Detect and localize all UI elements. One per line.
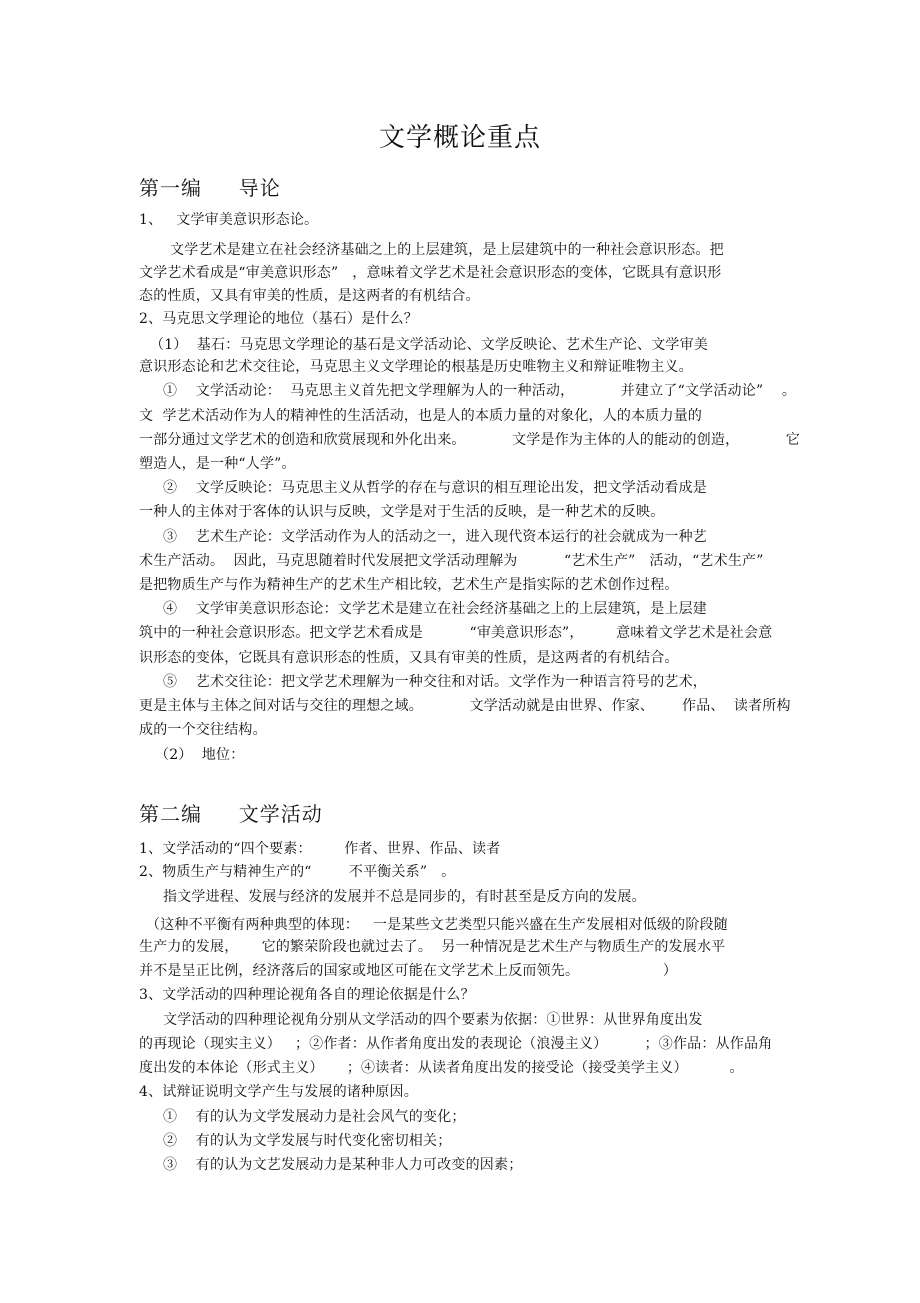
p1-line-13: ③ 艺术生产论：文学活动作为人的活动之一，进入现代资本运行的社会就成为一种艺 <box>163 529 707 545</box>
p1-line-19: ⑤ 艺术交往论：把文学艺术理解为一种交往和对话。文学作为一种语言符号的艺术， <box>163 674 707 690</box>
p2-line-11: ① 有的认为文学发展动力是社会风气的变化； <box>163 1109 466 1125</box>
part1-heading: 第一编 导论 <box>139 176 281 200</box>
p1-line-12: 一种人的主体对于客体的认识与反映，文学是对于生活的反映，是一种艺术的反映。 <box>139 504 665 520</box>
p1-line-4: 2、马克思文学理论的地位（基石）是什么？ <box>139 311 418 327</box>
p1-line-2: 文学艺术看成是“审美意识形态” ，意味着文学艺术是社会意识形态的变体，它既具有意识形 <box>139 265 722 281</box>
p2-line-9: 度出发的本体论（形式主义） ；④读者：从读者角度出发的接受论（接受美学主义） 。 <box>139 1060 744 1076</box>
p1-line-5: （1） 基石：马克思文学理论的基石是文学活动论、文学反映论、艺术生产论、文学审美 <box>150 337 709 353</box>
p1-line-15: 是把物质生产与作为精神生产的艺术生产相比较，艺术生产是指实际的艺术创作过程。 <box>139 577 679 593</box>
p2-line-7: 文学活动的四种理论视角分别从文学活动的四个要素为依据：①世界：从世界角度出发 <box>163 1012 703 1028</box>
p2-line-3: （这种不平衡有两种典型的体现： 一是某些文艺类型只能兴盛在生产发展相对低级的阶段随 <box>146 917 728 933</box>
p1-line-14: 术生产活动。 因此，马克思随着时代发展把文学活动理解为 “艺术生产” 活动，“艺术生产” <box>139 553 764 569</box>
p1-line-0: 1、 文学审美意识形态论。 <box>139 212 319 228</box>
p1-line-16: ④ 文学审美意识形态论：文学艺术是建立在社会经济基础之上的上层建筑，是上层建 <box>163 601 707 617</box>
p2-line-6: 3、文学活动的四种理论视角各自的理论依据是什么？ <box>139 987 475 1003</box>
document-title: 文学概论重点 <box>378 123 541 153</box>
p1-line-11: ② 文学反映论：马克思主义从哲学的存在与意识的相互理论出发，把文学活动看成是 <box>163 480 707 496</box>
p2-line-13: ③ 有的认为文艺发展动力是某种非人力可改变的因素； <box>163 1157 523 1173</box>
p1-line-9: 一部分通过文学艺术的创造和欣赏展现和外化出来。 文学是作为主体的人的能动的创造， 它 <box>139 432 801 448</box>
p1-line-22: （2） 地位： <box>155 747 245 763</box>
p2-line-10: 4、试辩证说明文学产生与发展的诸种原因。 <box>139 1084 418 1100</box>
p1-line-7: ① 文学活动论： 马克思主义首先把文学理解为人的一种活动， 并建立了“文学活动论” 。 <box>163 383 797 399</box>
p2-line-4: 生产力的发展， 它的繁荣阶段也就过去了。 另一种情况是艺术生产与物质生产的发展水平 <box>139 939 726 955</box>
p2-line-0: 1、文学活动的“四个要素： 作者、世界、作品、读者 <box>139 841 501 857</box>
p1-line-3: 态的性质，又具有审美的性质，是这两者的有机结合。 <box>139 288 480 304</box>
p1-line-21: 成的一个交往结构。 <box>139 722 267 738</box>
p2-line-5: 并不是呈正比例，经济落后的国家或地区可能在文学艺术上反而领先。 ） <box>139 963 678 979</box>
p1-line-10: 塑造人，是一种“人学”。 <box>139 456 296 472</box>
p1-line-17: 筑中的一种社会意识形态。把文学艺术看成是 “审美意识形态”， 意味着文学艺术是社会意 <box>139 625 773 641</box>
part2-heading: 第二编 文学活动 <box>139 802 323 826</box>
p1-line-18: 识形态的变体，它既具有意识形态的性质，又具有审美的性质，是这两者的有机结合。 <box>139 650 679 666</box>
p1-line-8: 文 学艺术活动作为人的精神性的生活活动，也是人的本质力量的对象化，人的本质力量的 <box>139 408 703 424</box>
p2-line-1: 2、物质生产与精神生产的“ 不平衡关系” 。 <box>139 864 456 880</box>
p2-line-8: 的再现论（现实主义） ；②作者：从作者角度出发的表现论（浪漫主义） ；③作品：从作品角 <box>139 1036 773 1052</box>
p1-line-6: 意识形态论和艺术交往论，马克思主义文学理论的根基是历史唯物主义和辩证唯物主义。 <box>139 359 693 375</box>
p2-line-2: 指文学进程、发展与经济的发展并不总是同步的，有时甚至是反方向的发展。 <box>163 889 646 905</box>
p1-line-1: 文学艺术是建立在社会经济基础之上的上层建筑，是上层建筑中的一种社会意识形态。把 <box>170 242 724 258</box>
p2-line-12: ② 有的认为文学发展与时代变化密切相关； <box>163 1133 452 1149</box>
p1-line-20: 更是主体与主体之间对话与交往的理想之域。 文学活动就是由世界、作家、 作品、 读者所构 <box>139 698 791 714</box>
